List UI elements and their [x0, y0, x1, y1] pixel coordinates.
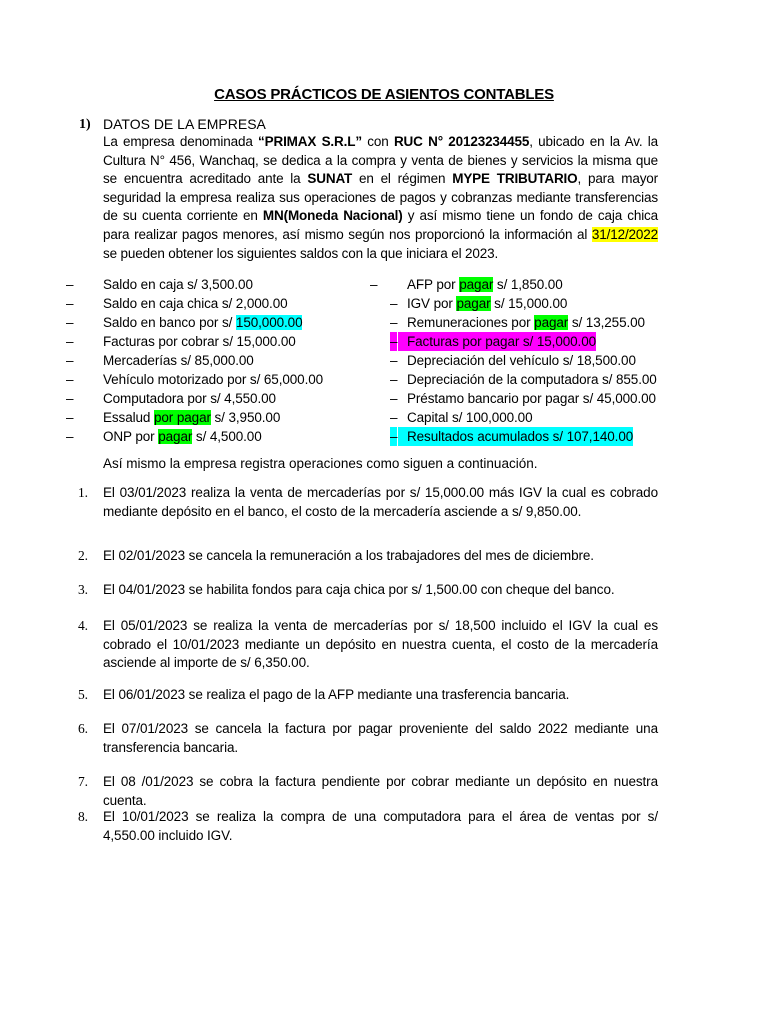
item-text: ONP por: [103, 429, 159, 444]
company-intro-paragraph: [103, 133, 658, 263]
operation-text: El 07/01/2023 se cancela la factura por pagar proveniente del saldo 2022 mediante una transferencia bancaria.: [103, 721, 658, 755]
item-text: Saldo en caja s/ 3,500.00: [103, 277, 253, 292]
item-text: Saldo en caja chica s/ 2,000.00: [103, 296, 288, 311]
item-text: s/ 3,950.00: [210, 410, 281, 425]
operation-text: El 10/01/2023 se realiza la compra de una computadora para el área de ventas por s/ 4,550.00 incluido IGV.: [103, 809, 658, 843]
tax-regime: MYPE TRIBUTARIO: [452, 171, 578, 187]
item-text: s/ 1,850.00: [493, 277, 563, 292]
intro-text: , ubicado en la Av. la Cultura N° 456, Wanchaq, se dedica a la compra y venta de bienes y servicios la misma que se encuentra acreditado ante la: [103, 134, 658, 187]
operation-number: 6.: [78, 721, 88, 736]
item-text: s/ 15,000.00: [490, 296, 568, 311]
dash-bullet: –: [66, 277, 74, 292]
item-text: Mercaderías s/ 85,000.00: [103, 353, 254, 368]
sunat-label: SUNAT: [307, 171, 353, 187]
item-text: s/ 4,500.00: [192, 429, 262, 444]
highlighted-text: pagar: [459, 277, 494, 292]
operation-number: 5.: [78, 687, 88, 702]
operations-intro: Así mismo la empresa registra operaciones como siguen a continuación.: [103, 456, 538, 471]
dash-bullet: –: [390, 334, 398, 349]
balance-item-text: [398, 427, 633, 446]
balance-item-text: [407, 294, 567, 313]
section-number: 1): [79, 117, 91, 132]
operation-text: El 08 /01/2023 se cobra la factura pendiente por cobrar mediante un depósito en nuestra cuenta.: [103, 774, 658, 808]
dash-bullet: –: [66, 296, 74, 311]
dash-bullet: –: [66, 334, 74, 349]
balance-item-text: [407, 389, 656, 408]
balance-item-text: [398, 332, 596, 351]
operation-text: El 05/01/2023 se realiza la venta de mercaderías por s/ 18,500 incluido el IGV la cual es cobrado el 10/01/2023 mediante un depósito en nuestra cuenta, el costo de la mercadería asciende al importe de s/ 6,350.00.: [103, 618, 658, 670]
document-title: CASOS PRÁCTICOS DE ASIENTOS CONTABLES: [214, 86, 554, 103]
dash-bullet: –: [390, 372, 398, 387]
currency-label: MN(Moneda Nacional): [262, 208, 403, 224]
intro-text: con: [361, 134, 394, 149]
balance-item-text: [407, 351, 636, 370]
highlighted-text: Resultados acumulados s/ 107,140.00: [407, 429, 634, 444]
dash-bullet: –: [390, 315, 398, 330]
intro-text: , para mayor seguridad la empresa realiza sus operaciones de pagos y cobranzas mediante transferencias de su cuenta corriente en: [103, 171, 658, 224]
item-text: Computadora por s/ 4,550.00: [103, 391, 276, 406]
item-text: Depreciación del vehículo s/ 18,500.00: [407, 353, 636, 368]
dash-bullet: –: [390, 353, 398, 368]
balance-item-text: [407, 275, 563, 294]
dash-bullet: –: [390, 391, 398, 406]
balance-item-text: [103, 351, 254, 370]
operation-number: 8.: [78, 809, 88, 824]
dash-bullet: –: [66, 429, 74, 444]
item-text: Facturas por cobrar s/ 15,000.00: [103, 334, 296, 349]
item-text: Capital s/ 100,000.00: [407, 410, 533, 425]
operation-text: El 04/01/2023 se habilita fondos para caja chica por s/ 1,500.00 con cheque del banco.: [103, 582, 615, 597]
intro-text: en el régimen: [352, 171, 453, 187]
item-text: AFP por: [407, 277, 460, 292]
intro-text: se pueden obtener los siguientes saldos con la que iniciara el 2023.: [103, 245, 499, 261]
highlighted-date: 31/12/2022: [591, 226, 658, 242]
dash-bullet: –: [370, 277, 378, 292]
highlighted-text: pagar: [158, 429, 193, 444]
operation-number: 7.: [78, 774, 88, 789]
item-text: Depreciación de la computadora s/ 855.00: [407, 372, 657, 387]
dash-bullet: –: [390, 296, 398, 311]
item-text: Préstamo bancario por pagar s/ 45,000.00: [407, 391, 656, 406]
operation-number: 4.: [78, 618, 88, 633]
balance-item-text: [103, 427, 262, 446]
balance-item-text: [407, 370, 657, 389]
highlighted-text: pagar: [456, 296, 491, 311]
intro-text: y así mismo tiene un fondo de caja chica para realizar pagos menores, así mismo según nos proporcionó la información al: [103, 208, 659, 242]
item-text: IGV por: [407, 296, 457, 311]
operation-text: El 06/01/2023 se realiza el pago de la AFP mediante una trasferencia bancaria.: [103, 687, 570, 702]
item-text: Essalud: [103, 410, 154, 425]
intro-text: La empresa denominada: [103, 134, 259, 149]
dash-bullet: –: [66, 315, 74, 330]
balance-item-text: [103, 408, 280, 427]
item-text: Vehículo motorizado por s/ 65,000.00: [103, 372, 324, 387]
dash-bullet: –: [66, 410, 74, 425]
operation-number: 3.: [78, 582, 88, 597]
dash-bullet: –: [66, 372, 74, 387]
ruc-number: RUC N° 20123234455: [393, 134, 530, 149]
highlighted-text: Facturas por pagar s/ 15,000.00: [407, 334, 597, 349]
item-text: Remuneraciones por: [407, 315, 535, 330]
highlighted-text: 150,000.00: [235, 315, 303, 330]
balance-item-text: [103, 294, 288, 313]
balance-item-text: [103, 370, 323, 389]
company-name: “PRIMAX S.R.L”: [258, 134, 362, 149]
balance-item-text: [407, 408, 533, 427]
operation-number: 2.: [78, 548, 88, 563]
dash-bullet: –: [66, 391, 74, 406]
operation-text: El 03/01/2023 realiza la venta de mercaderías por s/ 15,000.00 más IGV la cual es cobrado mediante depósito en el banco, el costo de la mercadería asciende a s/ 9,850.00.: [103, 485, 658, 519]
balance-item-text: [407, 313, 645, 332]
balance-item-text: [103, 313, 302, 332]
section-title: DATOS DE LA EMPRESA: [103, 116, 266, 132]
highlighted-text: por pagar: [153, 410, 211, 425]
dash-bullet: –: [66, 353, 74, 368]
balance-item-text: [103, 389, 276, 408]
dash-bullet: –: [390, 410, 398, 425]
item-text: Saldo en banco por s/: [103, 315, 236, 330]
item-text: s/ 13,255.00: [568, 315, 645, 330]
balance-item-text: [103, 275, 253, 294]
highlighted-text: pagar: [534, 315, 569, 330]
operation-text: El 02/01/2023 se cancela la remuneración a los trabajadores del mes de diciembre.: [103, 548, 594, 563]
balance-item-text: [103, 332, 296, 351]
operation-number: 1.: [78, 485, 88, 500]
dash-bullet: –: [390, 429, 398, 444]
